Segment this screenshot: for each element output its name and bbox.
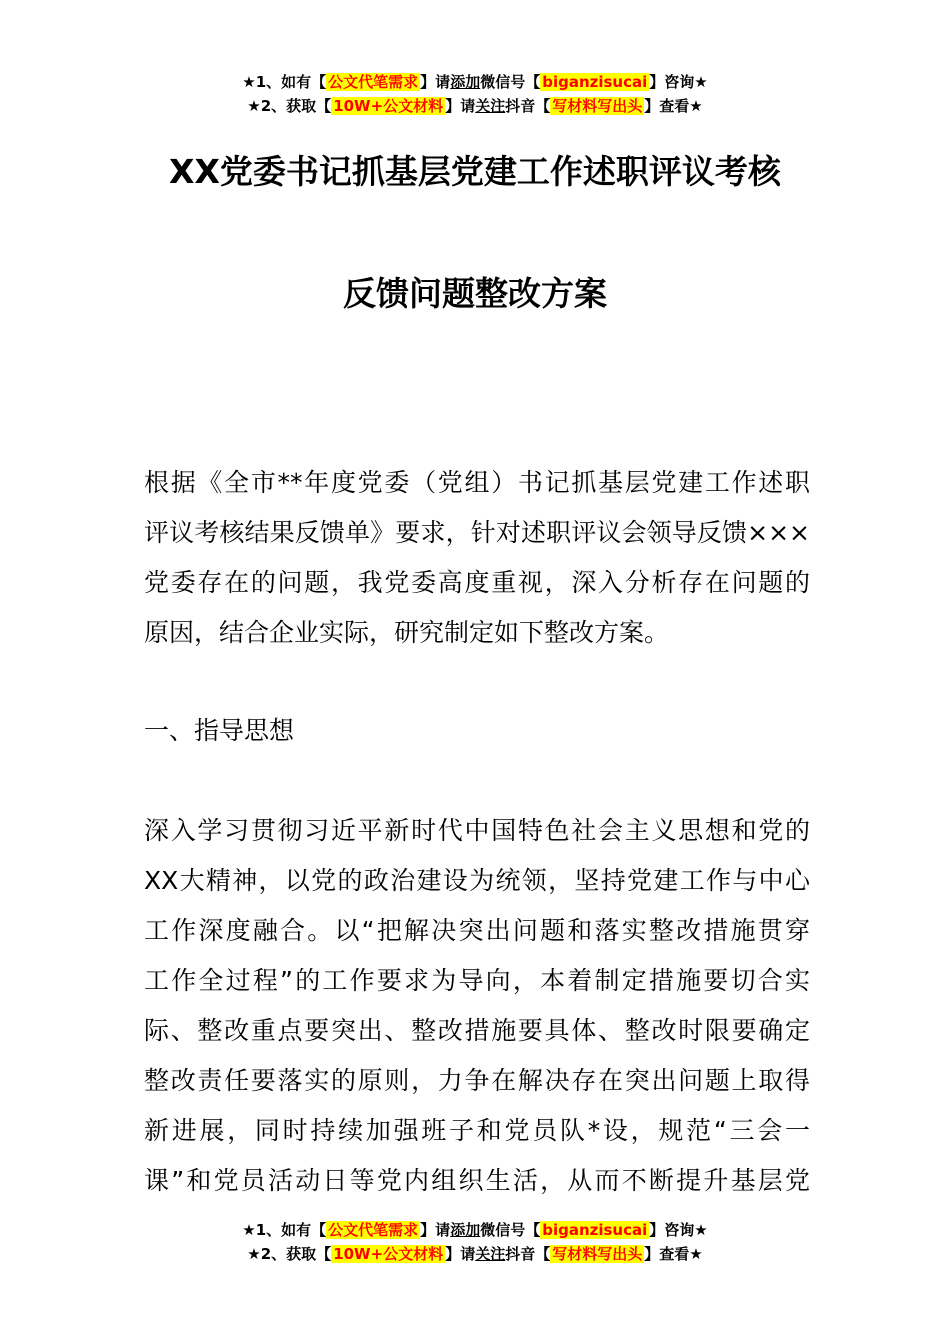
paragraph-line: 工作全过程”的工作要求为导向，本着制定措施要切合实 [144, 966, 810, 995]
banner-highlight: biganzisucai [542, 73, 648, 91]
paragraph-line: XX大精神，以党的政治建设为统领，坚持党建工作与中心 [144, 866, 810, 895]
paragraph-line: 评议考核结果反馈单》要求，针对述职评议会领导反馈××× [144, 518, 810, 547]
bottom-banner [0, 1218, 950, 1266]
banner-highlight: 写材料写出头 [552, 97, 643, 115]
banner-text: 抖音【 [505, 97, 551, 115]
intro-paragraph [144, 458, 810, 658]
paragraph-line: 根据《全市**年度党委（党组）书记抓基层党建工作述职 [144, 468, 810, 497]
banner-line-2 [0, 1242, 950, 1266]
banner-highlight: 写材料写出头 [552, 1245, 643, 1263]
banner-line-2 [0, 94, 950, 118]
banner-underline: 添加 [450, 73, 481, 91]
paragraph-line: 新进展，同时持续加强班子和党员队*设，规范“三会一 [144, 1116, 810, 1145]
banner-text: 】请 [420, 73, 451, 91]
banner-text: ★1、如有【 [242, 73, 327, 91]
paragraph-line: 整改责任要落实的原则，力争在解决存在突出问题上取得 [144, 1066, 810, 1095]
banner-underline: 添加 [450, 1221, 481, 1239]
banner-text: ★2、获取【 [247, 1245, 332, 1263]
banner-text: 微信号【 [480, 73, 541, 91]
banner-highlight: 公文代笔需求 [328, 1221, 419, 1239]
paragraph-line: 工作深度融合。以“把解决突出问题和落实整改措施贯穿 [144, 916, 810, 945]
paragraph-line: 课”和党员活动日等党内组织生活，从而不断提升基层党 [144, 1166, 810, 1195]
banner-text: 】请 [420, 1221, 451, 1239]
banner-text: 】查看★ [644, 97, 703, 115]
banner-text: ★2、获取【 [247, 97, 332, 115]
paragraph-line: 深入学习贯彻习近平新时代中国特色社会主义思想和党的 [144, 816, 810, 845]
banner-text: ★1、如有【 [242, 1221, 327, 1239]
section-heading [144, 706, 810, 756]
paragraph-line: 原因，结合企业实际，研究制定如下整改方案。 [144, 618, 670, 647]
banner-text: 】请 [445, 97, 476, 115]
section-1-paragraph [144, 806, 810, 1206]
banner-highlight: biganzisucai [542, 1221, 648, 1239]
paragraph-line: 党委存在的问题，我党委高度重视，深入分析存在问题的 [144, 568, 810, 597]
document-title-line-2: 反馈问题整改方案 [343, 274, 607, 313]
banner-highlight: 10W+公文材料 [333, 1245, 444, 1263]
banner-line-1 [0, 1218, 950, 1242]
top-banner [0, 70, 950, 118]
banner-text: 】咨询★ [649, 73, 708, 91]
banner-underline: 关注 [475, 97, 506, 115]
banner-text: 】查看★ [644, 1245, 703, 1263]
banner-text: 微信号【 [480, 1221, 541, 1239]
banner-highlight: 10W+公文材料 [333, 97, 444, 115]
banner-underline: 关注 [475, 1245, 506, 1263]
document-title-line-1: XX党委书记抓基层党建工作述职评议考核 [169, 152, 781, 191]
banner-highlight: 公文代笔需求 [328, 73, 419, 91]
banner-text: 】请 [445, 1245, 476, 1263]
banner-line-1 [0, 70, 950, 94]
paragraph-line: 际、整改重点要突出、整改措施要具体、整改时限要确定 [144, 1016, 810, 1045]
section-heading-text: 一、指导思想 [144, 716, 295, 745]
banner-text: 】咨询★ [649, 1221, 708, 1239]
banner-text: 抖音【 [505, 1245, 551, 1263]
